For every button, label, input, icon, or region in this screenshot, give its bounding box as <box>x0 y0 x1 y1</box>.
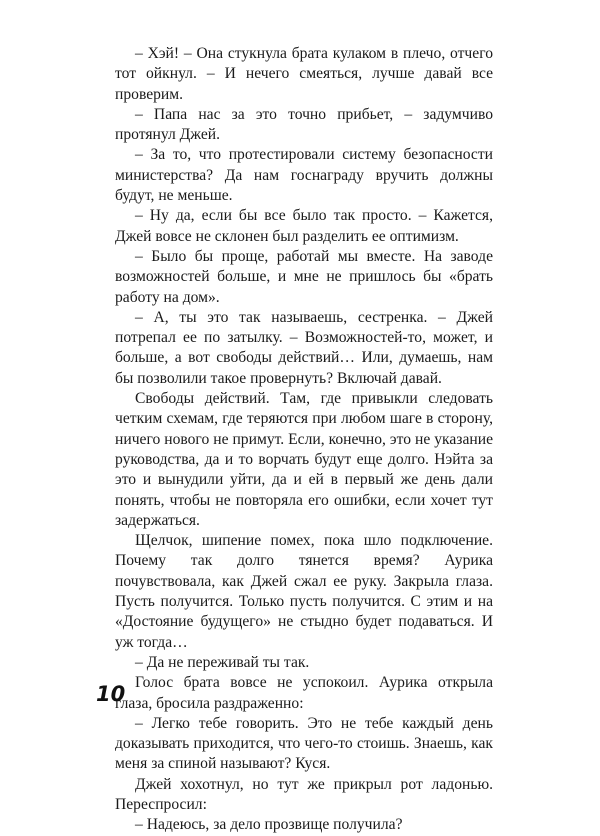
paragraph: – Ну да, если бы все было так просто. – Кажется, Джей вовсе не склонен был разделить ее оптимизм. <box>115 207 493 245</box>
paragraph: – Легко тебе говорить. Это не тебе каждый день доказывать приходится, что чего-то стоишь. Знаешь, как меня за спиной называют? Куся. <box>115 714 493 773</box>
paragraph: Свободы действий. Там, где привыкли следовать четким схемам, где теряются при любом шаге в сторону, ничего нового не примут. Если, конечно, это не указание руководства, да и то ворчать будут еще долго. Нэйта за это и вынудили уйти, да и ей в первый же день дали понять, чтобы не повторяла его ошибки, если хочет тут задержаться. <box>115 390 493 529</box>
paragraph: Джей хохотнул, но тут же прикрыл рот ладонью. Переспросил: <box>115 775 493 813</box>
paragraph: – Было бы проще, работай мы вместе. На заводе возможностей больше, и мне не пришлось бы «брать работу на дом». <box>115 247 493 306</box>
page-number: 10 <box>96 682 126 706</box>
paragraph: – А, ты это так называешь, сестренка. – Джей потрепал ее по затылку. – Возможностей-то, может, и больше, а вот свободы действий… Или, думаешь, нам бы позволили такое провернуть? Включай давай. <box>115 308 493 387</box>
paragraph: Голос брата вовсе не успокоил. Аурика открыла глаза, бросила раздраженно: <box>115 674 493 712</box>
paragraph: – Хэй! – Она стукнула брата кулаком в плечо, отчего тот ойкнул. – И нечего смеяться, лучше давай все проверим. <box>115 45 493 103</box>
paragraph: – Папа нас за это точно прибьет, – задумчиво протянул Джей. <box>115 105 493 144</box>
body-text <box>115 44 493 836</box>
paragraph: – Надеюсь, за дело прозвище получила? <box>135 816 403 834</box>
paragraph: – За то, что протестировали систему безопасности министерства? Да нам госнаграду вручить должны будут, не меньше. <box>115 146 493 205</box>
paragraph: Щелчок, шипение помех, пока шло подключение. Почему так долго тянется время? Аурика почувствовала, как Джей сжал ее руку. Закрыла глаза. Пусть получится. Только пусть получится. С этим и на «Достояние будущего» не стыдно будет подаваться. И уж тогда… <box>115 532 493 651</box>
paragraph: – Да не переживай ты так. <box>135 653 310 671</box>
